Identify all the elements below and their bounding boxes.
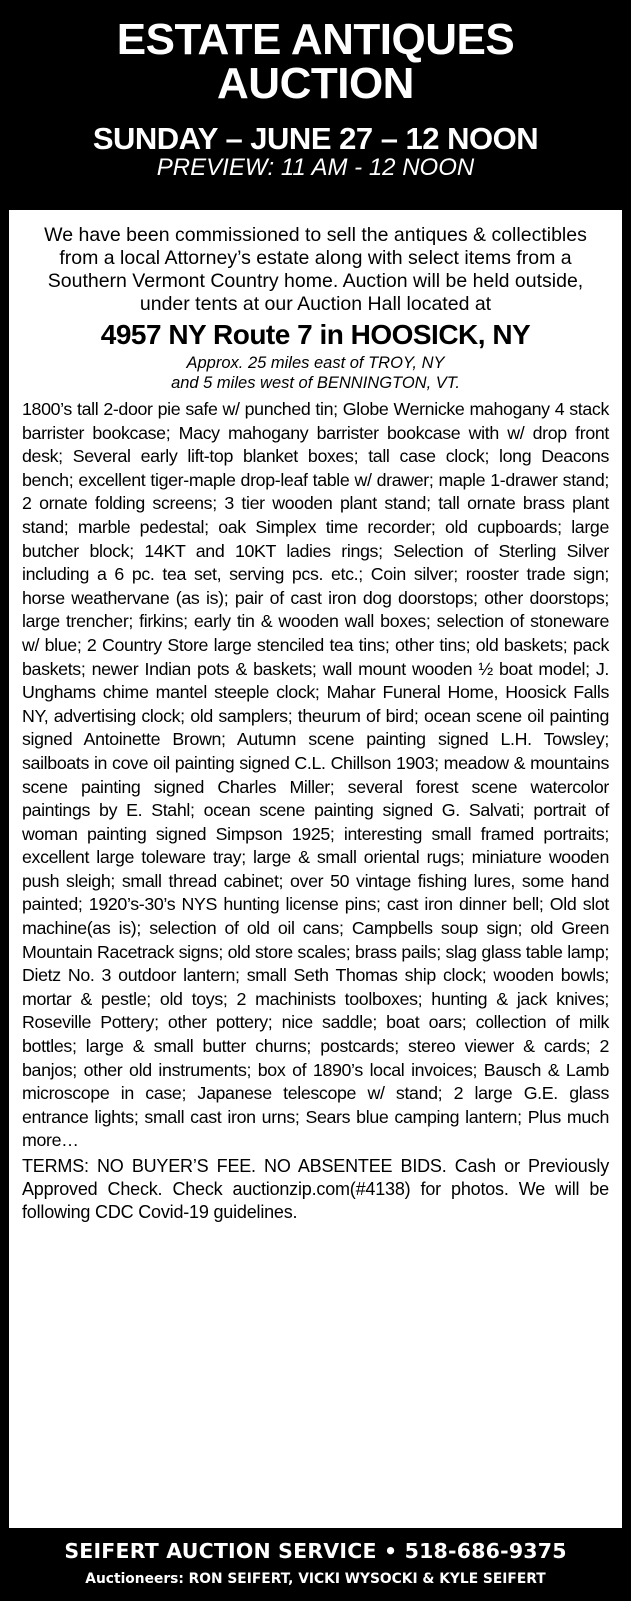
items-list: 1800’s tall 2-door pie safe w/ punched tin; Globe Wernicke mahogany 4 stack barrister bookcase; Macy mahogany barrister bookcase with w/ drop front desk; Several early lift-top blanket boxes; tall case clock; long Deacons bench; excellent tiger-maple drop-leaf table w/ drawer; maple 1-drawer stand; 2 ornate folding screens; 3 tier wooden plant stand; tall ornate brass plant stand; marble pedestal; oak Simplex time recorder; old cupboards; large butcher block; 14KT and 10KT ladies rings; Selection of Sterling Silver including a 6 pc. tea set, serving pcs. etc.; Coin silver; rooster trade sign; horse weathervane (as is); pair of cast iron dog doorstops; other doorstops; large trencher; firkins; early tin & wooden wall boxes; selection of stoneware w/ blue; 2 Country Store large stenciled tea tins; other tins; old baskets; pack baskets; newer Indian pots & baskets; wall mount wooden ½ boat model; J. Unghams chime mantel steeple clock; Mahar Funeral Home, Hoosick Falls NY, advertising clock; old samplers; theurum of bird; ocean scene oil painting signed Antoinette Brown; Autumn scene painting signed L.H. Towsley; sailboats in cove oil painting signed C.L. Chillson 1903; meadow & mountains scene painting signed Charles Miller; several forest scene watercolor paintings by E. Stahl; ocean scene painting signed G. Salvati; portrait of woman painting signed Simpson 1925; interesting small framed portraits; excellent large toleware tray; large & small oriental rugs; miniature wooden push sleigh; small thread cabinet; over 50 vintage fishing lures, some hand painted; 1920’s-30’s NYS hunting license pins; cast iron dinner bell; Old slot machine(as is); selection of old oil cans; Campbells soup sign; old Green Mountain Racetrack signs; old store scales; brass pails; slag glass table lamp; Dietz No. 3 outdoor lantern; small Seth Thomas ship clock; wooden bowls; mortar & pestle; old toys; 2 machinists toolboxes; hunting & jack knives; Roseville Pottery; other pottery; nice saddle; boat oars; collection of milk bottles; large & small butter churns; postcards; stereo viewer & cards; 2 banjos; other old instruments; box of 1890’s local invoices; Bausch & Lamb microscope in case; Japanese telescope w/ stand; 2 large G.E. glass entrance lights; small cast iron urns; Sears blue camping lantern; Plus much more…: [22, 399, 609, 1151]
ad-header: [9, 0, 622, 210]
title-line-1: ESTATE ANTIQUES: [116, 15, 515, 64]
ad-title: [9, 0, 622, 106]
ad-body: [9, 210, 622, 1528]
auction-date: SUNDAY – JUNE 27 – 12 NOON: [92, 121, 539, 156]
directions: [22, 353, 609, 393]
terms-paragraph: TERMS: NO BUYER’S FEE. NO ABSENTEE BIDS. Cash or Previously Approved Check. Check auctionzip.com(#4138) for photos. We will be following CDC Covid-19 guidelines.: [22, 1156, 609, 1222]
ad-footer: [9, 1528, 622, 1601]
title-line-2: AUCTION: [217, 59, 414, 108]
preview-time: PREVIEW: 11 AM - 12 NOON: [156, 154, 475, 181]
directions-line-2: and 5 miles west of BENNINGTON, VT.: [171, 374, 460, 392]
directions-line-1: Approx. 25 miles east of TROY, NY: [186, 354, 445, 372]
company-contact: SEIFERT AUCTION SERVICE • 518-686-9375: [64, 1539, 567, 1563]
intro-paragraph: We have been commissioned to sell the antiques & collectibles from a local Attorney’s estate along with select items from a Southern Vermont Country home. Auction will be held outside, under tents at our Auction Hall located at: [44, 224, 587, 315]
auction-address: 4957 NY Route 7 in HOOSICK, NY: [100, 319, 531, 350]
auctioneers-line: Auctioneers: RON SEIFERT, VICKI WYSOCKI & KYLE SEIFERT: [85, 1571, 546, 1587]
